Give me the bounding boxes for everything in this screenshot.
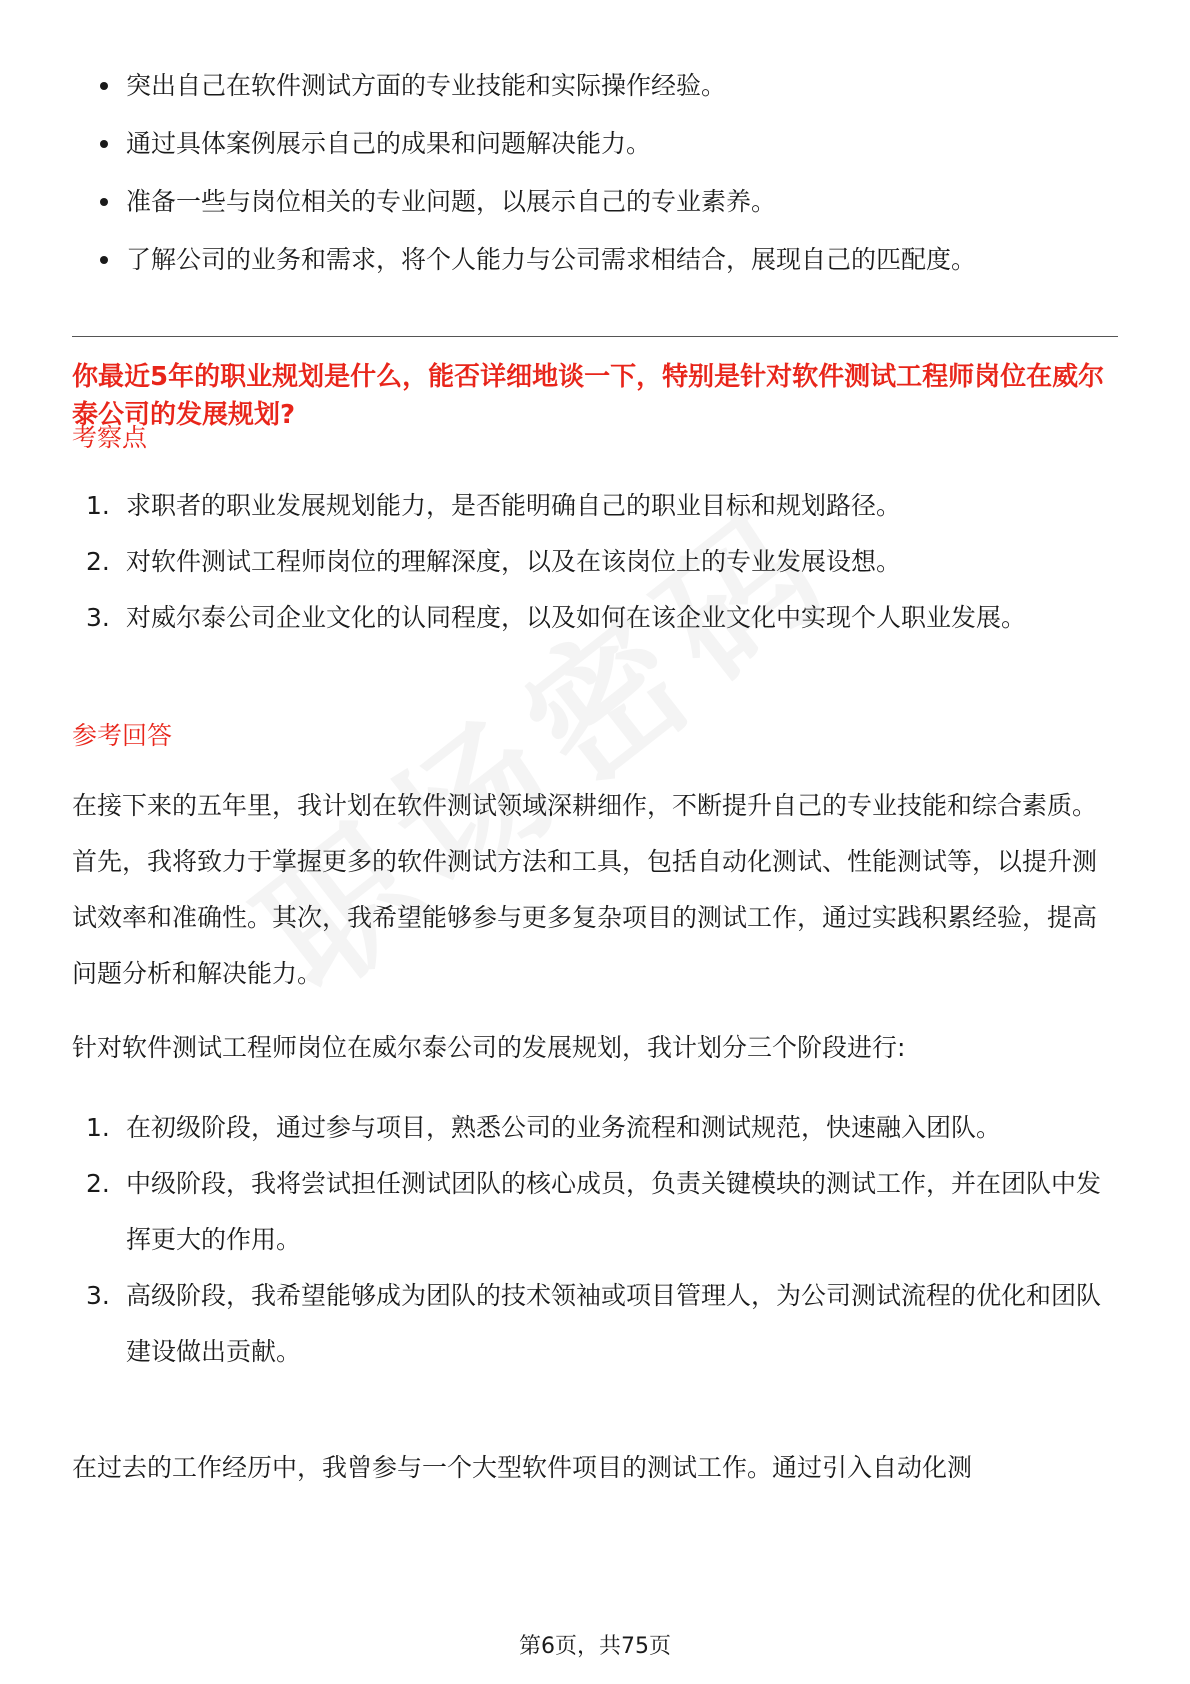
item-number: 1.	[86, 491, 110, 520]
bullet-item	[0, 58, 1190, 116]
bullet-dot-icon	[100, 140, 108, 148]
section-divider	[72, 336, 1118, 337]
exam-point-item	[72, 478, 1118, 534]
question-heading: 你最近5年的职业规划是什么，能否详细地谈一下，特别是针对软件测试工程师岗位在威尔泰公司的发展规划?	[72, 362, 1105, 430]
stage-item	[72, 1100, 1118, 1156]
item-number: 3.	[86, 603, 110, 632]
bullet-item	[0, 174, 1190, 232]
item-number: 2.	[86, 1169, 110, 1198]
tips-bullet-list	[0, 58, 1190, 290]
item-text: 中级阶段，我将尝试担任测试团队的核心成员，负责关键模块的测试工作，并在团队中发挥更大的作用。	[126, 1169, 1102, 1254]
exam-points-heading: 考察点	[72, 423, 148, 452]
item-text: 求职者的职业发展规划能力，是否能明确自己的职业目标和规划路径。	[126, 491, 902, 520]
bullet-text: 突出自己在软件测试方面的专业技能和实际操作经验。	[126, 71, 727, 100]
bullet-text: 通过具体案例展示自己的成果和问题解决能力。	[126, 129, 652, 158]
item-text: 在初级阶段，通过参与项目，熟悉公司的业务流程和测试规范，快速融入团队。	[126, 1113, 1002, 1142]
stages-list	[72, 1100, 1118, 1380]
item-number: 3.	[86, 1281, 110, 1310]
answer-paragraph: 在过去的工作经历中，我曾参与一个大型软件项目的测试工作。通过引入自动化测	[72, 1453, 973, 1482]
stage-item	[72, 1156, 1118, 1268]
page-number: 第6页，共75页	[519, 1634, 671, 1659]
bullet-item	[0, 116, 1190, 174]
stage-item	[72, 1268, 1118, 1380]
exam-point-item	[72, 590, 1118, 646]
bullet-dot-icon	[100, 82, 108, 90]
exam-point-item	[72, 534, 1118, 590]
bullet-dot-icon	[100, 256, 108, 264]
bullet-text: 了解公司的业务和需求，将个人能力与公司需求相结合，展现自己的匹配度。	[126, 245, 977, 274]
bullet-item	[0, 232, 1190, 290]
bullet-dot-icon	[100, 198, 108, 206]
answer-paragraph: 在接下来的五年里，我计划在软件测试领域深耕细作，不断提升自己的专业技能和综合素质。首先，我将致力于掌握更多的软件测试方法和工具，包括自动化测试、性能测试等，以提升测试效率和准确性。其次，我希望能够参与更多复杂项目的测试工作，通过实践积累经验，提高问题分析和解决能力。	[72, 791, 1098, 988]
exam-points-list	[72, 478, 1118, 646]
item-text: 高级阶段，我希望能够成为团队的技术领袖或项目管理人，为公司测试流程的优化和团队建设做出贡献。	[126, 1281, 1102, 1366]
bullet-text: 准备一些与岗位相关的专业问题，以展示自己的专业素养。	[126, 187, 777, 216]
answer-heading: 参考回答	[72, 721, 173, 750]
item-text: 对威尔泰公司企业文化的认同程度，以及如何在该企业文化中实现个人职业发展。	[126, 603, 1027, 632]
answer-paragraph: 针对软件测试工程师岗位在威尔泰公司的发展规划，我计划分三个阶段进行:	[72, 1033, 906, 1062]
item-number: 1.	[86, 1113, 110, 1142]
item-text: 对软件测试工程师岗位的理解深度，以及在该岗位上的专业发展设想。	[126, 547, 902, 576]
item-number: 2.	[86, 547, 110, 576]
